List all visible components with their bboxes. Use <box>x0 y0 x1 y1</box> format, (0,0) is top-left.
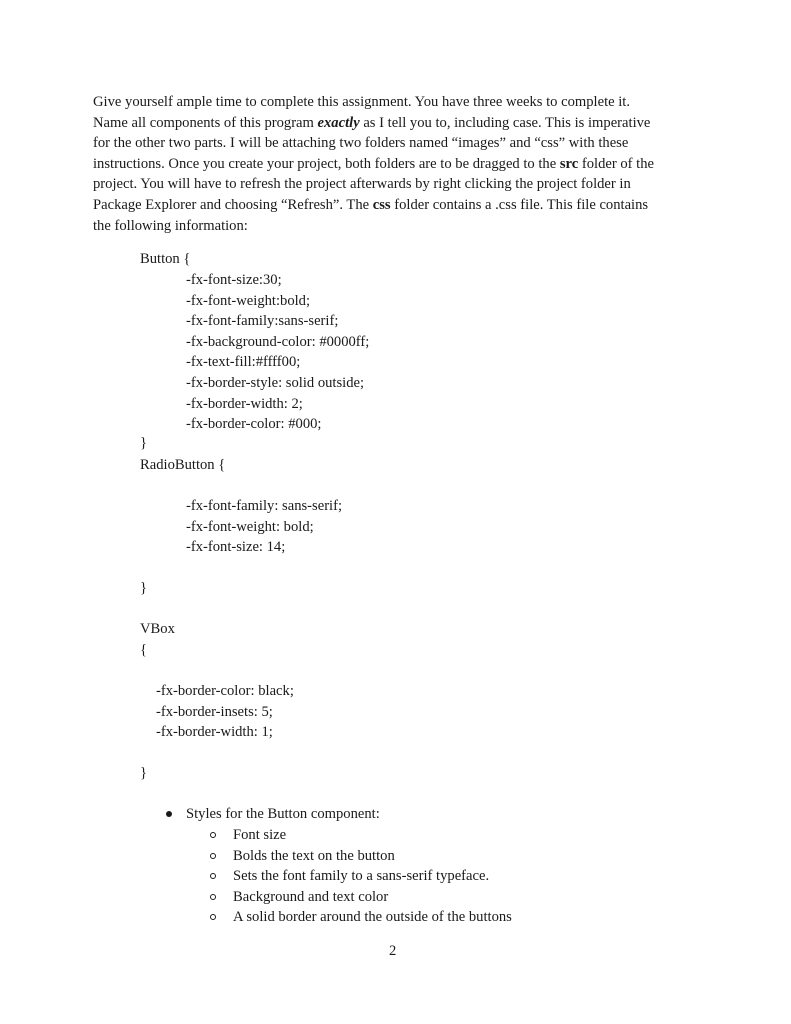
css-property-line: -fx-font-size: 14; <box>186 539 286 556</box>
intro-line <box>93 154 703 175</box>
intro-text: as I tell you to, including case. This is imperative <box>359 114 651 131</box>
sub-bullet-text: Font size <box>233 827 287 843</box>
css-property-line: -fx-font-size:30; <box>186 272 282 288</box>
css-property-line: -fx-font-weight: bold; <box>186 518 314 535</box>
sub-bullet-text: Bolds the text on the button <box>233 847 395 864</box>
bullet-dot-icon <box>166 811 172 817</box>
intro-text: Package Explorer and choosing “Refresh”. The <box>93 196 373 213</box>
intro-line <box>93 195 703 216</box>
hollow-bullet-icon <box>210 914 216 920</box>
intro-line <box>93 92 703 113</box>
intro-paragraph <box>93 92 703 236</box>
css-property-line: -fx-border-style: solid outside; <box>186 374 365 391</box>
intro-line <box>93 133 703 154</box>
intro-line <box>93 174 703 195</box>
hollow-bullet-icon <box>210 853 216 859</box>
intro-text: project. You will have to refresh the project afterwards by right clicking the project folder in <box>93 176 631 193</box>
intro-text: Give yourself ample time to complete this assignment. You have three weeks to complete it. <box>93 94 631 110</box>
vbox-rule-props <box>156 681 294 743</box>
css-property-line: -fx-font-weight:bold; <box>186 292 311 309</box>
hollow-bullet-icon <box>210 873 216 879</box>
sub-bullet-text: A solid border around the outside of the buttons <box>233 909 512 926</box>
radio-rule-open: RadioButton { <box>140 457 226 473</box>
css-property-line: -fx-background-color: #0000ff; <box>186 333 370 350</box>
intro-text: folder of the <box>578 155 654 172</box>
button-rule-props <box>186 270 369 435</box>
hollow-bullet-icon <box>210 832 216 838</box>
intro-line <box>93 113 703 134</box>
bullet-main-text: Styles for the Button component: <box>186 806 380 822</box>
vbox-rule-close: } <box>140 765 148 781</box>
intro-text: instructions. Once you create your project, both folders are to be dragged to the <box>93 155 560 172</box>
css-property-line: -fx-text-fill:#ffff00; <box>186 354 301 371</box>
radio-rule-close: } <box>140 580 148 596</box>
intro-text: folder contains a .css file. This file contains <box>390 196 649 213</box>
intro-text: for the other two parts. I will be attaching two folders named “images” and “css” with these <box>93 135 629 152</box>
css-property-line: -fx-border-width: 2; <box>186 395 303 412</box>
css-property-line: -fx-border-color: black; <box>156 683 294 699</box>
css-property-line: -fx-border-width: 1; <box>156 724 273 741</box>
intro-text: Name all components of this program <box>93 114 318 131</box>
button-rule-close: } <box>140 435 148 451</box>
css-property-line: -fx-font-family: sans-serif; <box>186 498 343 514</box>
css-property-line: -fx-border-insets: 5; <box>156 703 273 720</box>
radio-rule-props <box>186 496 342 558</box>
page-number: 2 <box>389 943 397 959</box>
sub-bullet-text: Background and text color <box>233 888 389 905</box>
button-rule-open: Button { <box>140 251 191 267</box>
vbox-rule-open: { <box>140 642 148 658</box>
hollow-bullet-icon <box>210 894 216 900</box>
css-property-line: -fx-font-family:sans-serif; <box>186 313 339 330</box>
css-property-line: -fx-border-color: #000; <box>186 416 322 433</box>
sub-bullet-text: Sets the font family to a sans-serif typeface. <box>233 868 490 885</box>
intro-text: the following information: <box>93 217 248 234</box>
intro-line <box>93 216 703 237</box>
vbox-rule-name: VBox <box>140 621 175 637</box>
intro-bold: css <box>372 196 391 213</box>
intro-emphasis: exactly <box>317 114 360 131</box>
intro-bold: src <box>559 155 579 172</box>
